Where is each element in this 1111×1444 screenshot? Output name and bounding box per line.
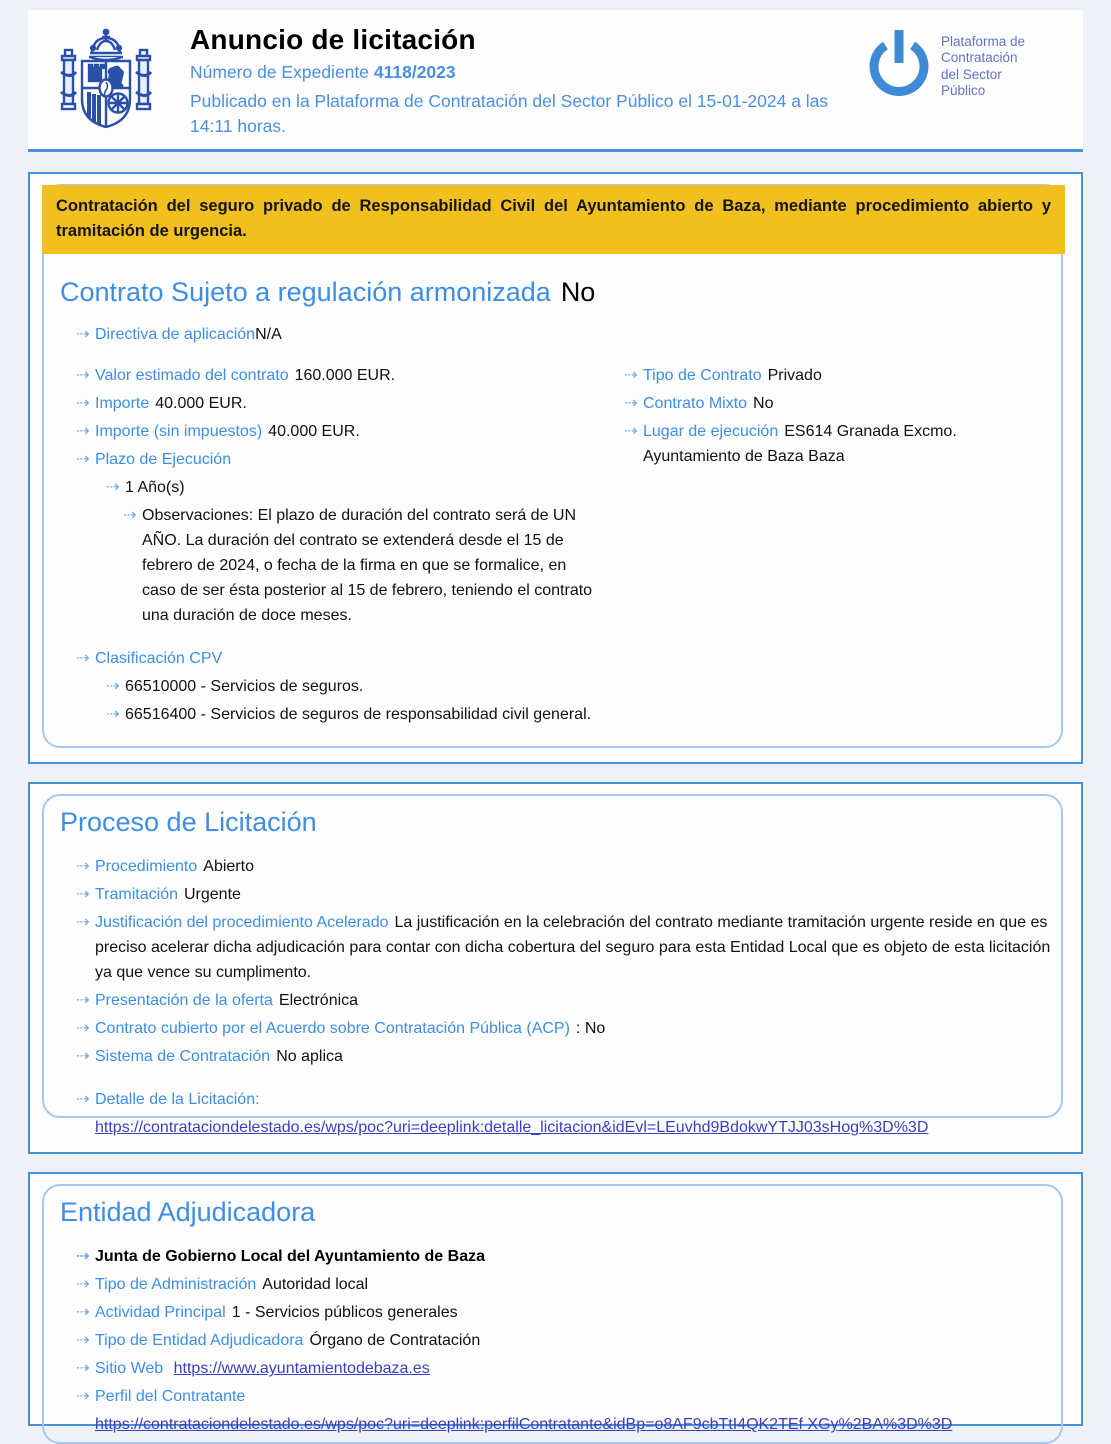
logo-line: Contratación xyxy=(941,50,1018,66)
power-button-icon xyxy=(865,28,933,105)
right-column xyxy=(624,360,1053,631)
section-title: Entidad Adjudicadora xyxy=(60,1197,316,1227)
section-proceso-licitacion xyxy=(28,782,1083,1154)
section-title xyxy=(60,276,1081,308)
field-plazo-ejecucion: Plazo de Ejecución xyxy=(95,450,232,468)
field-presentacion-oferta: Presentación de la oferta Electrónica xyxy=(95,992,359,1010)
perfil-url-row xyxy=(76,1412,1053,1437)
expediente-label: Número de Expediente xyxy=(190,62,369,82)
field-tipo-administracion: Tipo de Administración Autoridad local xyxy=(95,1276,369,1294)
section-title-label: Contrato Sujeto a regulación armonizada xyxy=(60,276,551,307)
detalle-licitacion-link[interactable]: https://contrataciondelestado.es/wps/poc?uri=deeplink:detalle_licitacion&idEvl=LEuvhd9BdokwYTJJ03sHog%3D%3D xyxy=(95,1119,929,1137)
expediente-line xyxy=(190,60,865,85)
sitio-web-link[interactable]: https://www.ayuntamientodebaza.es xyxy=(173,1360,430,1378)
field-tramitacion: Tramitación Urgente xyxy=(95,886,241,904)
cpv-item: 66510000 - Servicios de seguros. xyxy=(125,677,364,695)
left-column xyxy=(76,360,624,631)
field-procedimiento: Procedimiento Abierto xyxy=(95,858,254,876)
field-contrato-mixto: Contrato Mixto No xyxy=(643,394,774,412)
plazo-item: 1 Año(s) xyxy=(125,478,185,496)
field-lugar-ejecucion: Lugar de ejecución ES614 Granada Excmo. Ayuntamiento de Baza Baza xyxy=(643,422,957,465)
platform-logo-text xyxy=(941,34,1025,100)
spain-coat-of-arms-icon xyxy=(50,26,162,143)
logo-line: Público xyxy=(941,83,986,99)
field-detalle-licitacion: Detalle de la Licitación: xyxy=(95,1091,260,1109)
contract-title-banner: Contratación del seguro privado de Responsabilidad Civil del Ayuntamiento de Baza, mediante procedimiento abierto y tramitación de urgencia. xyxy=(42,185,1065,254)
field-sistema-contratacion: Sistema de Contratación No aplica xyxy=(95,1048,343,1066)
field-perfil-contratante: Perfil del Contratante xyxy=(95,1388,246,1406)
field-justificacion: Justificación del procedimiento Acelerado La justificación en la celebración del contrato mediante tramitación urgente reside en que es preciso acelerar dicha adjudicación para contar con dicha cobertura del seguro para esta Entidad Local que es objeto de esta licitación ya que vence su cumplimento. xyxy=(95,914,1051,982)
field-tipo-contrato: Tipo de Contrato Privado xyxy=(643,366,822,384)
field-acp: Contrato cubierto por el Acuerdo sobre Contratación Pública (ACP) : No xyxy=(95,1020,606,1038)
field-clasificacion-cpv: Clasificación CPV xyxy=(95,649,223,667)
observaciones: Observaciones: El plazo de duración del contrato será de UN AÑO. La duración del contrato se extenderá desde el 15 de febrero de 2024, o fecha de la firma en que se formalice, en caso de ser ésta posterior al 15 de febrero, teniendo el contrato una duración de doce meses. xyxy=(142,506,593,624)
field-directiva: Directiva de aplicaciónN/A xyxy=(95,325,282,343)
field-importe-sin-impuestos: Importe (sin impuestos) 40.000 EUR. xyxy=(95,422,360,440)
section-regulacion-armonizada xyxy=(28,172,1083,764)
platform-logo xyxy=(865,28,1065,105)
field-tipo-entidad: Tipo de Entidad Adjudicadora Órgano de Contratación xyxy=(95,1332,481,1350)
field-sitio-web: Sitio Web https://www.ayuntamientodebaza.es xyxy=(95,1360,430,1378)
logo-line: del Sector xyxy=(941,66,1002,82)
cpv-item: 66516400 - Servicios de seguros de responsabilidad civil general. xyxy=(125,705,592,723)
document-title: Anuncio de licitación xyxy=(190,24,476,55)
perfil-contratante-link[interactable]: https://contrataciondelestado.es/wps/poc?uri=deeplink:perfilContratante&idBp=o8AF9cbTtI4QK2TEf XGy%2BA%3D%3D xyxy=(95,1416,953,1434)
header-text-block xyxy=(190,24,865,139)
field-actividad-principal: Actividad Principal 1 - Servicios públicos generales xyxy=(95,1304,458,1322)
published-line: Publicado en la Plataforma de Contratación del Sector Público el 15-01-2024 a las 14:11 horas. xyxy=(190,90,829,136)
field-importe: Importe 40.000 EUR. xyxy=(95,394,247,412)
section-entidad-adjudicadora xyxy=(28,1172,1083,1434)
field-valor-estimado: Valor estimado del contrato 160.000 EUR. xyxy=(95,366,396,384)
header-divider xyxy=(28,149,1083,152)
logo-line: Plataforma de xyxy=(941,34,1026,49)
section-title-value: No xyxy=(560,276,596,307)
expediente-number: 4118/2023 xyxy=(373,62,456,82)
page-header xyxy=(28,10,1083,149)
detalle-url-row xyxy=(76,1115,1053,1140)
contracting-body-name: Junta de Gobierno Local del Ayuntamiento de Baza xyxy=(95,1248,485,1266)
section-title: Proceso de Licitación xyxy=(60,807,317,837)
